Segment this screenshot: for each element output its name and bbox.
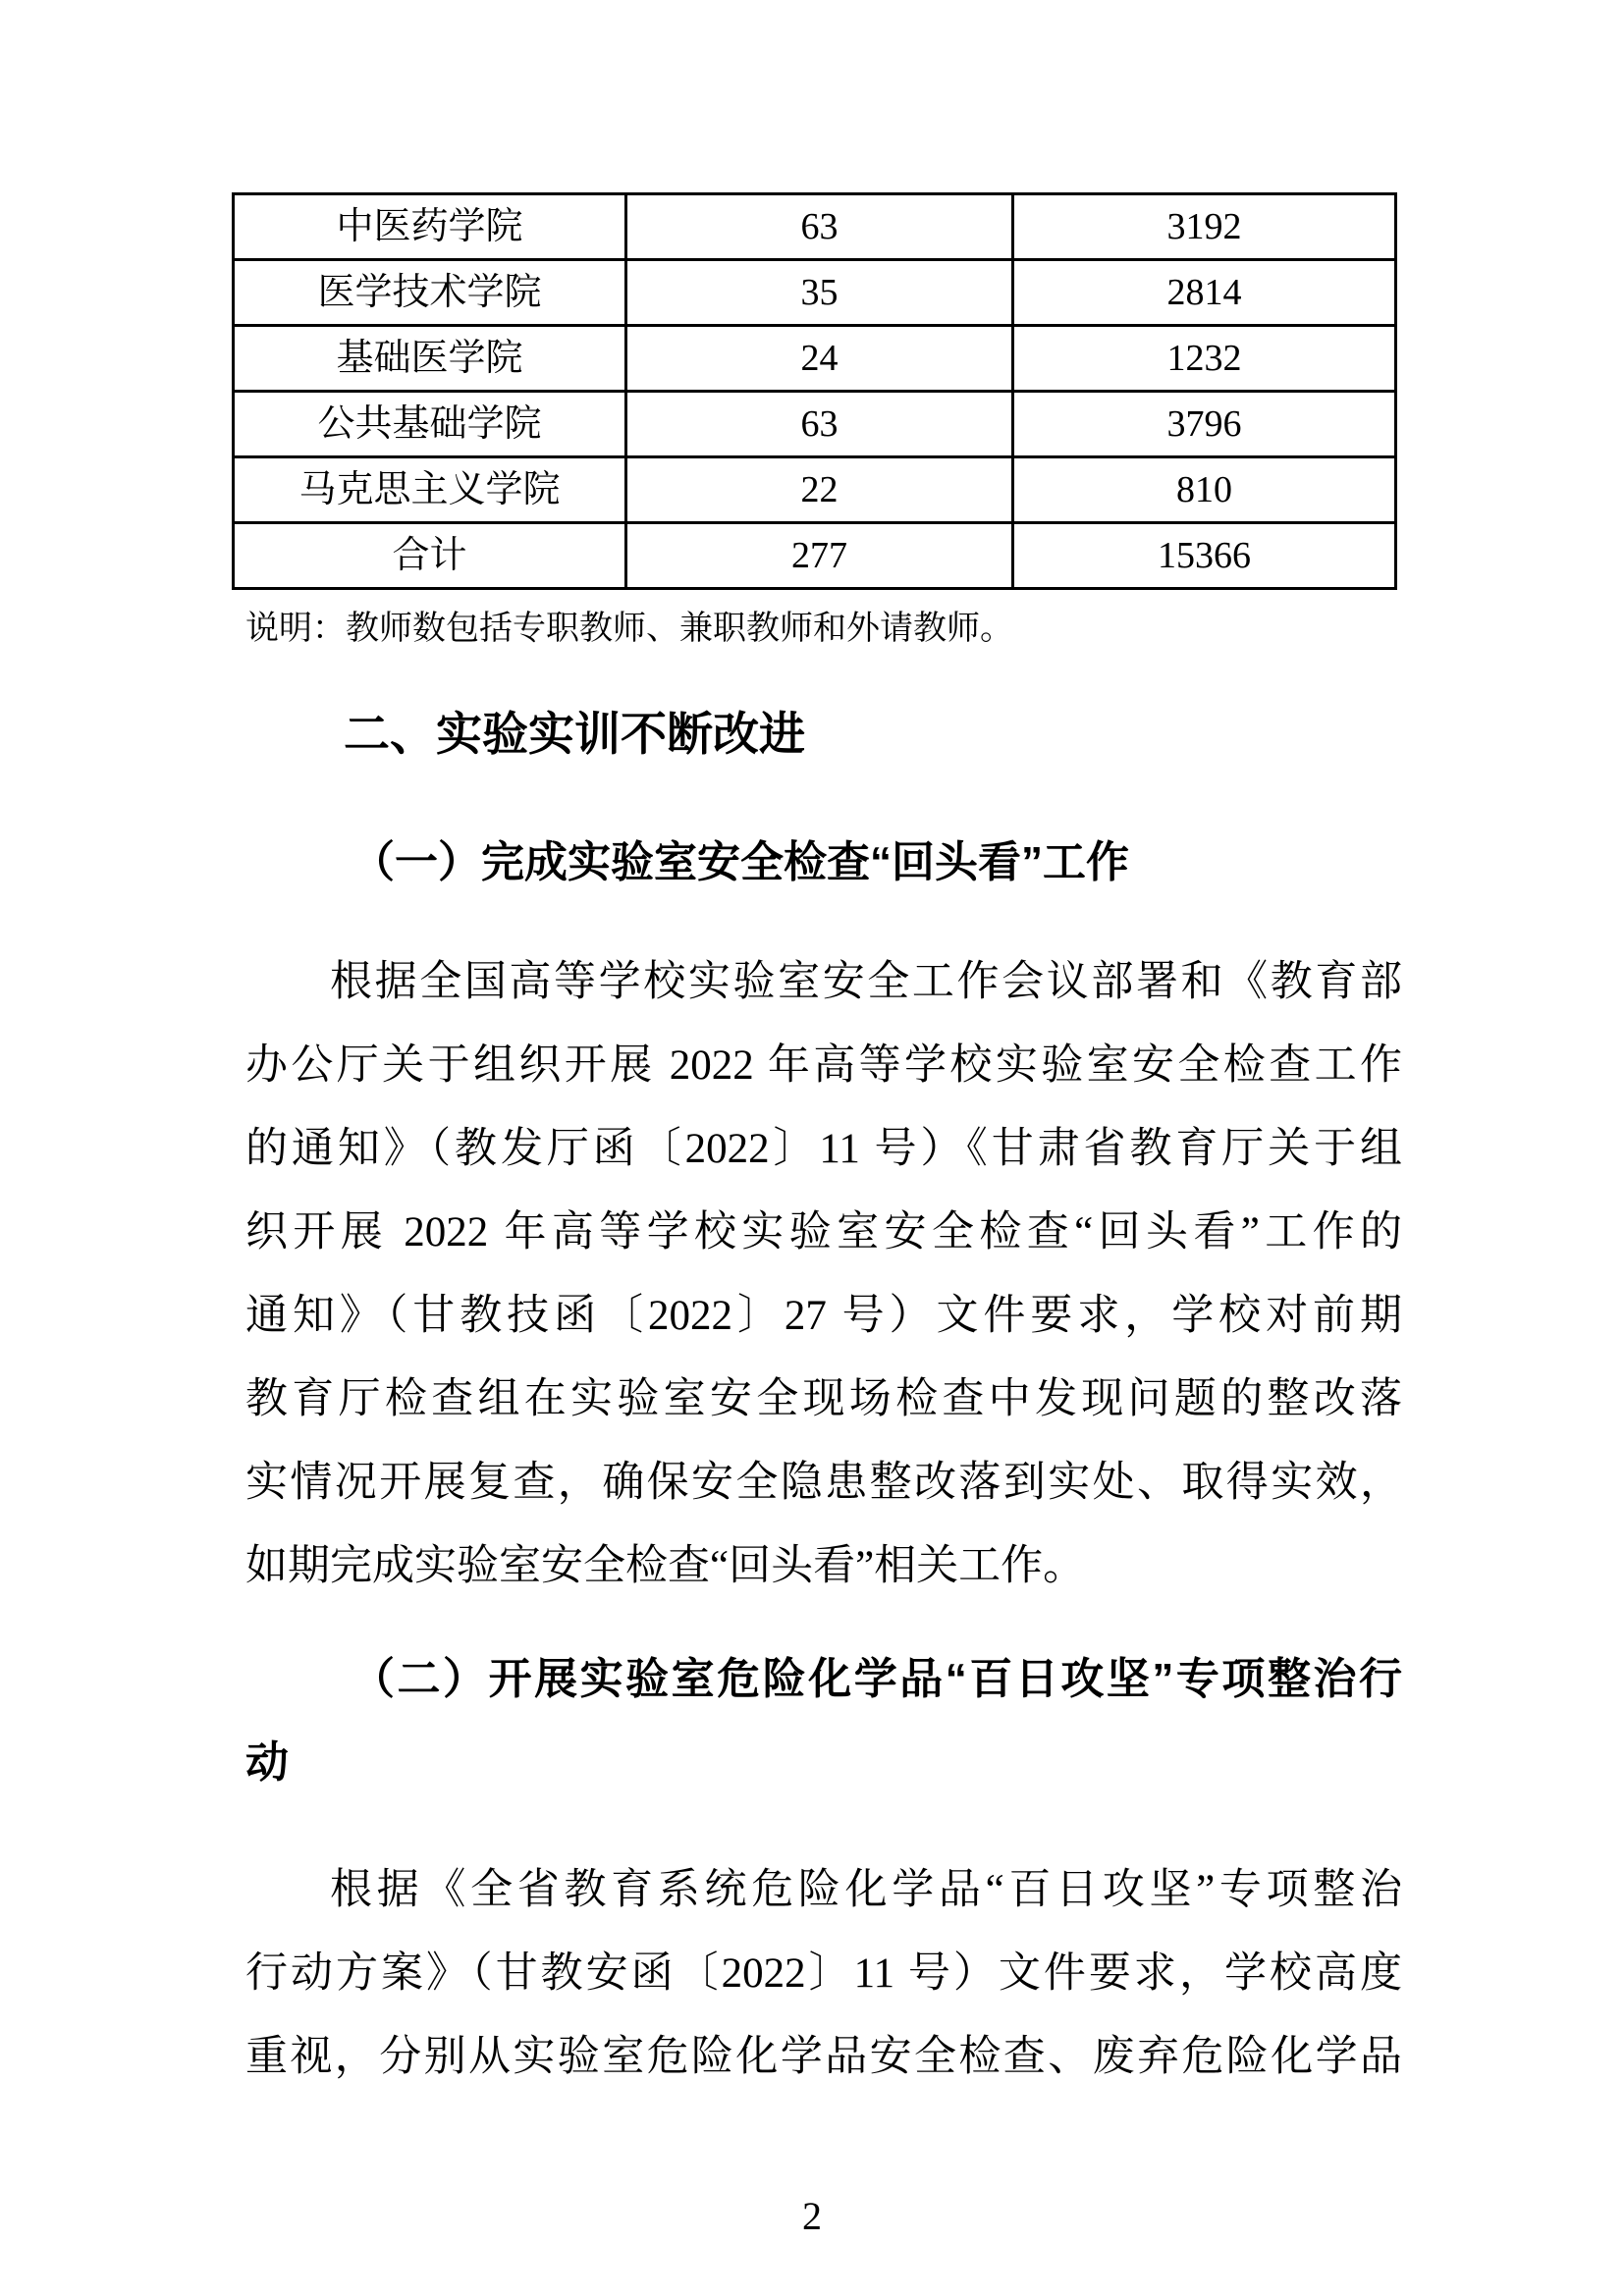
- paragraph-1-line: 办公厅关于组织开展 2022 年高等学校实验室安全检查工作: [245, 1042, 1402, 1089]
- table-cell-college: 基础医学院: [234, 326, 626, 392]
- table-row: [234, 457, 1396, 523]
- table-cell-teachers: 24: [626, 326, 1013, 392]
- table-cell-college: 马克思主义学院: [234, 457, 626, 523]
- paragraph-1-line: 实情况开展复查，确保安全隐患整改落到实处、取得实效，: [245, 1460, 1402, 1506]
- table-row: [234, 392, 1396, 457]
- subsection-2-heading-line: （二）开展实验室危险化学品“百日攻坚”专项整治行: [352, 1655, 1402, 1703]
- subsection-2-heading-line: 动: [245, 1738, 289, 1787]
- table-cell-college: 合计: [234, 523, 626, 589]
- paragraph-1-line: 织开展 2022 年高等学校实验室安全检查“回头看”工作的: [245, 1209, 1402, 1255]
- paragraph-1: [245, 940, 1402, 1608]
- paragraph-1-line: 教育厅检查组在实验室安全现场检查中发现问题的整改落: [245, 1376, 1402, 1422]
- paragraph-1-line: 如期完成实验室安全检查“回头看”相关工作。: [245, 1543, 1086, 1589]
- table-row-total: [234, 523, 1396, 589]
- table-cell-students: 3192: [1013, 194, 1396, 260]
- table-cell-teachers: 277: [626, 523, 1013, 589]
- paragraph-2: [245, 1848, 1402, 2099]
- paragraph-1-line: 通知》（甘教技函〔2022〕27 号）文件要求，学校对前期: [245, 1293, 1402, 1339]
- paragraph-2-line: 根据《全省教育系统危险化学品“百日攻坚”专项整治: [330, 1867, 1402, 1913]
- table-cell-teachers: 22: [626, 457, 1013, 523]
- table-row: [234, 194, 1396, 260]
- paragraph-2-line: 行动方案》（甘教安函〔2022〕11 号）文件要求，学校高度: [245, 1950, 1402, 1997]
- table-cell-college: 医学技术学院: [234, 260, 626, 326]
- paragraph-1-line: 的通知》（教发厅函〔2022〕11 号）《甘肃省教育厅关于组: [245, 1126, 1402, 1172]
- table-cell-students: 3796: [1013, 392, 1396, 457]
- paragraph-1-line: 根据全国高等学校实验室安全工作会议部署和《教育部: [330, 959, 1402, 1005]
- table-cell-teachers: 35: [626, 260, 1013, 326]
- teacher-stats-table: [232, 192, 1397, 590]
- table-cell-college: 公共基础学院: [234, 392, 626, 457]
- table-row: [234, 260, 1396, 326]
- table-cell-students: 810: [1013, 457, 1396, 523]
- table-cell-college: 中医药学院: [234, 194, 626, 260]
- table-cell-teachers: 63: [626, 194, 1013, 260]
- paragraph-2-line: 重视，分别从实验室危险化学品安全检查、废弃危险化学品: [245, 2034, 1402, 2080]
- page-number: 2: [802, 2194, 822, 2238]
- table-cell-teachers: 63: [626, 392, 1013, 457]
- table-cell-students: 1232: [1013, 326, 1396, 392]
- table-note: 说明：教师数包括专职教师、兼职教师和外请教师。: [245, 611, 1013, 647]
- table-row: [234, 326, 1396, 392]
- table-cell-students: 15366: [1013, 523, 1396, 589]
- subsection-2-heading: [245, 1637, 1402, 1804]
- section-heading: 二、实验实训不断改进: [344, 708, 805, 760]
- table-cell-students: 2814: [1013, 260, 1396, 326]
- subsection-1-heading: （一）完成实验室安全检查“回头看”工作: [352, 838, 1129, 886]
